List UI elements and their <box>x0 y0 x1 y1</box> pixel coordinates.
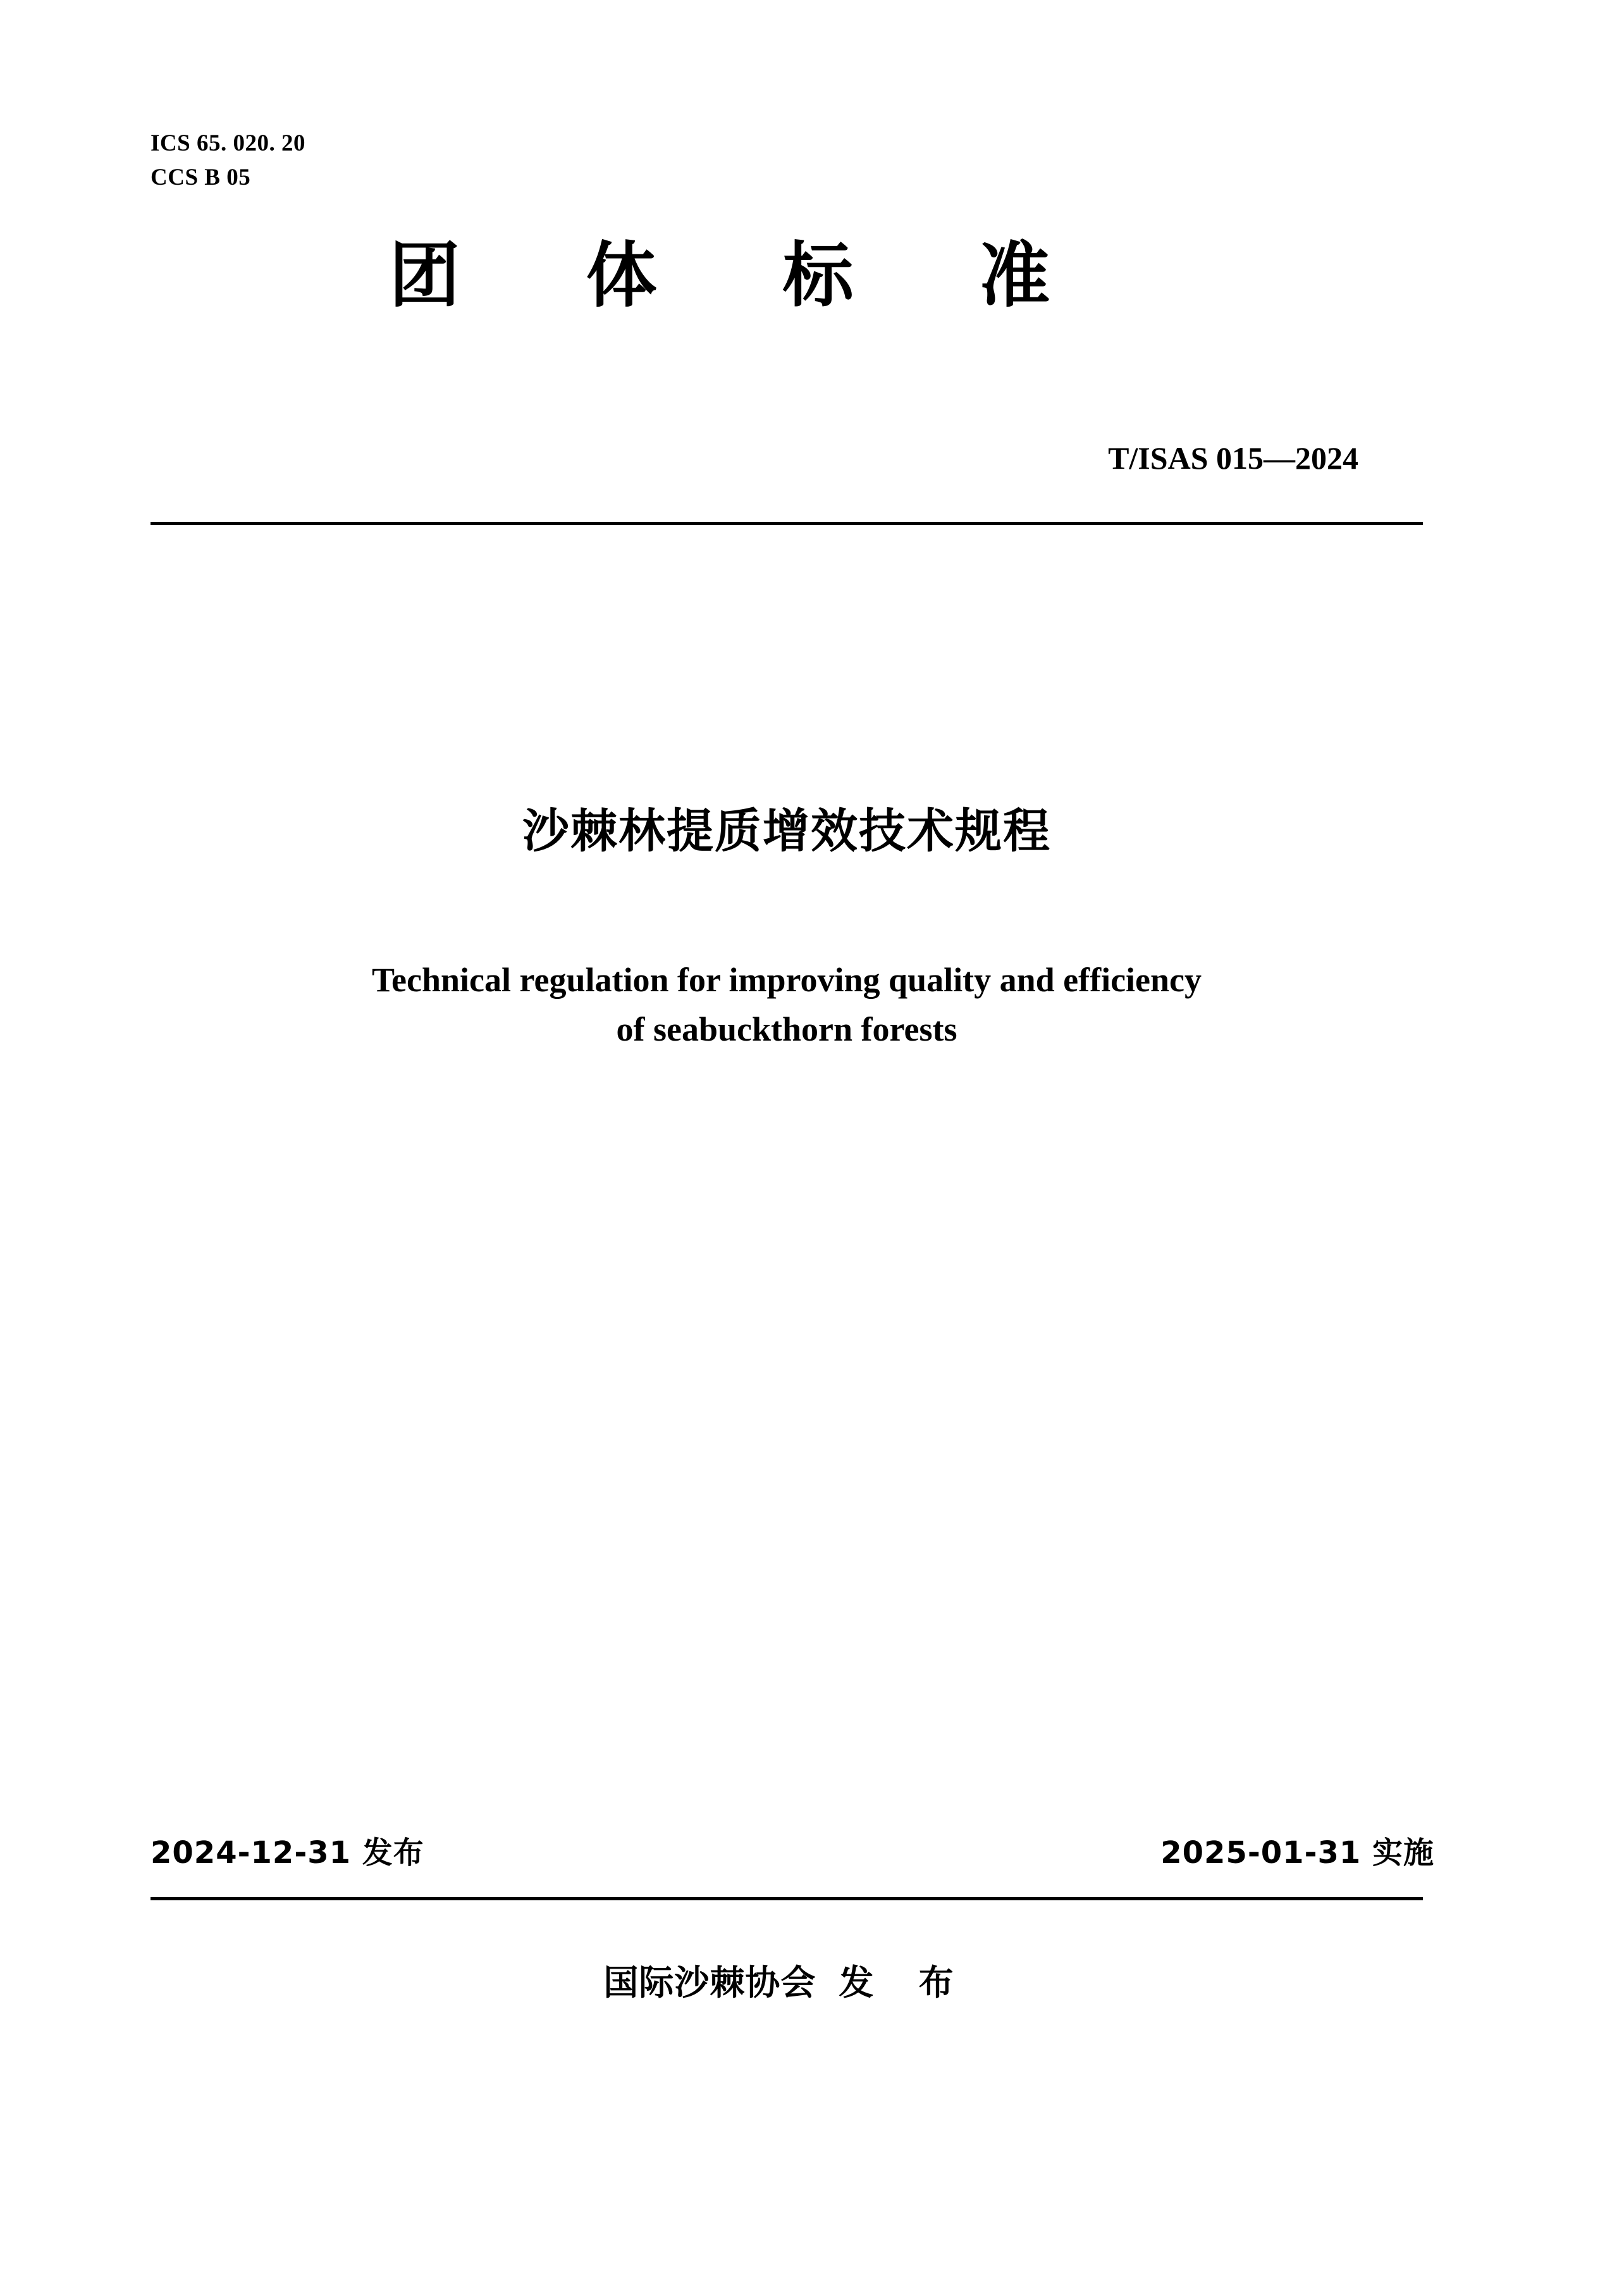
footer-divider-rule <box>151 1897 1423 1900</box>
implementation-date: 2025-01-31 实施 <box>1160 1835 1434 1871</box>
page-title-english <box>151 955 1423 1055</box>
header-divider-rule <box>151 522 1423 525</box>
publisher-verb: 发 布 <box>839 1962 970 2003</box>
classification-codes <box>151 127 305 194</box>
publisher-name: 国际沙棘协会 <box>603 1962 816 2003</box>
ccs-code: CCS B 05 <box>151 164 251 190</box>
issue-date: 2024-12-31 发布 <box>151 1835 424 1871</box>
document-type-title: 团 体 标 准 <box>389 235 1101 317</box>
page-title-english-line1: Technical regulation for improving quality and efficiency <box>371 961 1202 999</box>
standard-number: T/ISAS 015—2024 <box>1108 440 1358 476</box>
cover-content <box>151 0 1434 2271</box>
page-title-english-line2: of seabuckthorn forests <box>616 1010 957 1049</box>
page-title: 沙棘林提质增效技术规程 <box>522 804 1051 858</box>
publisher <box>151 1955 1423 2005</box>
ics-code: ICS 65. 020. 20 <box>151 130 305 156</box>
